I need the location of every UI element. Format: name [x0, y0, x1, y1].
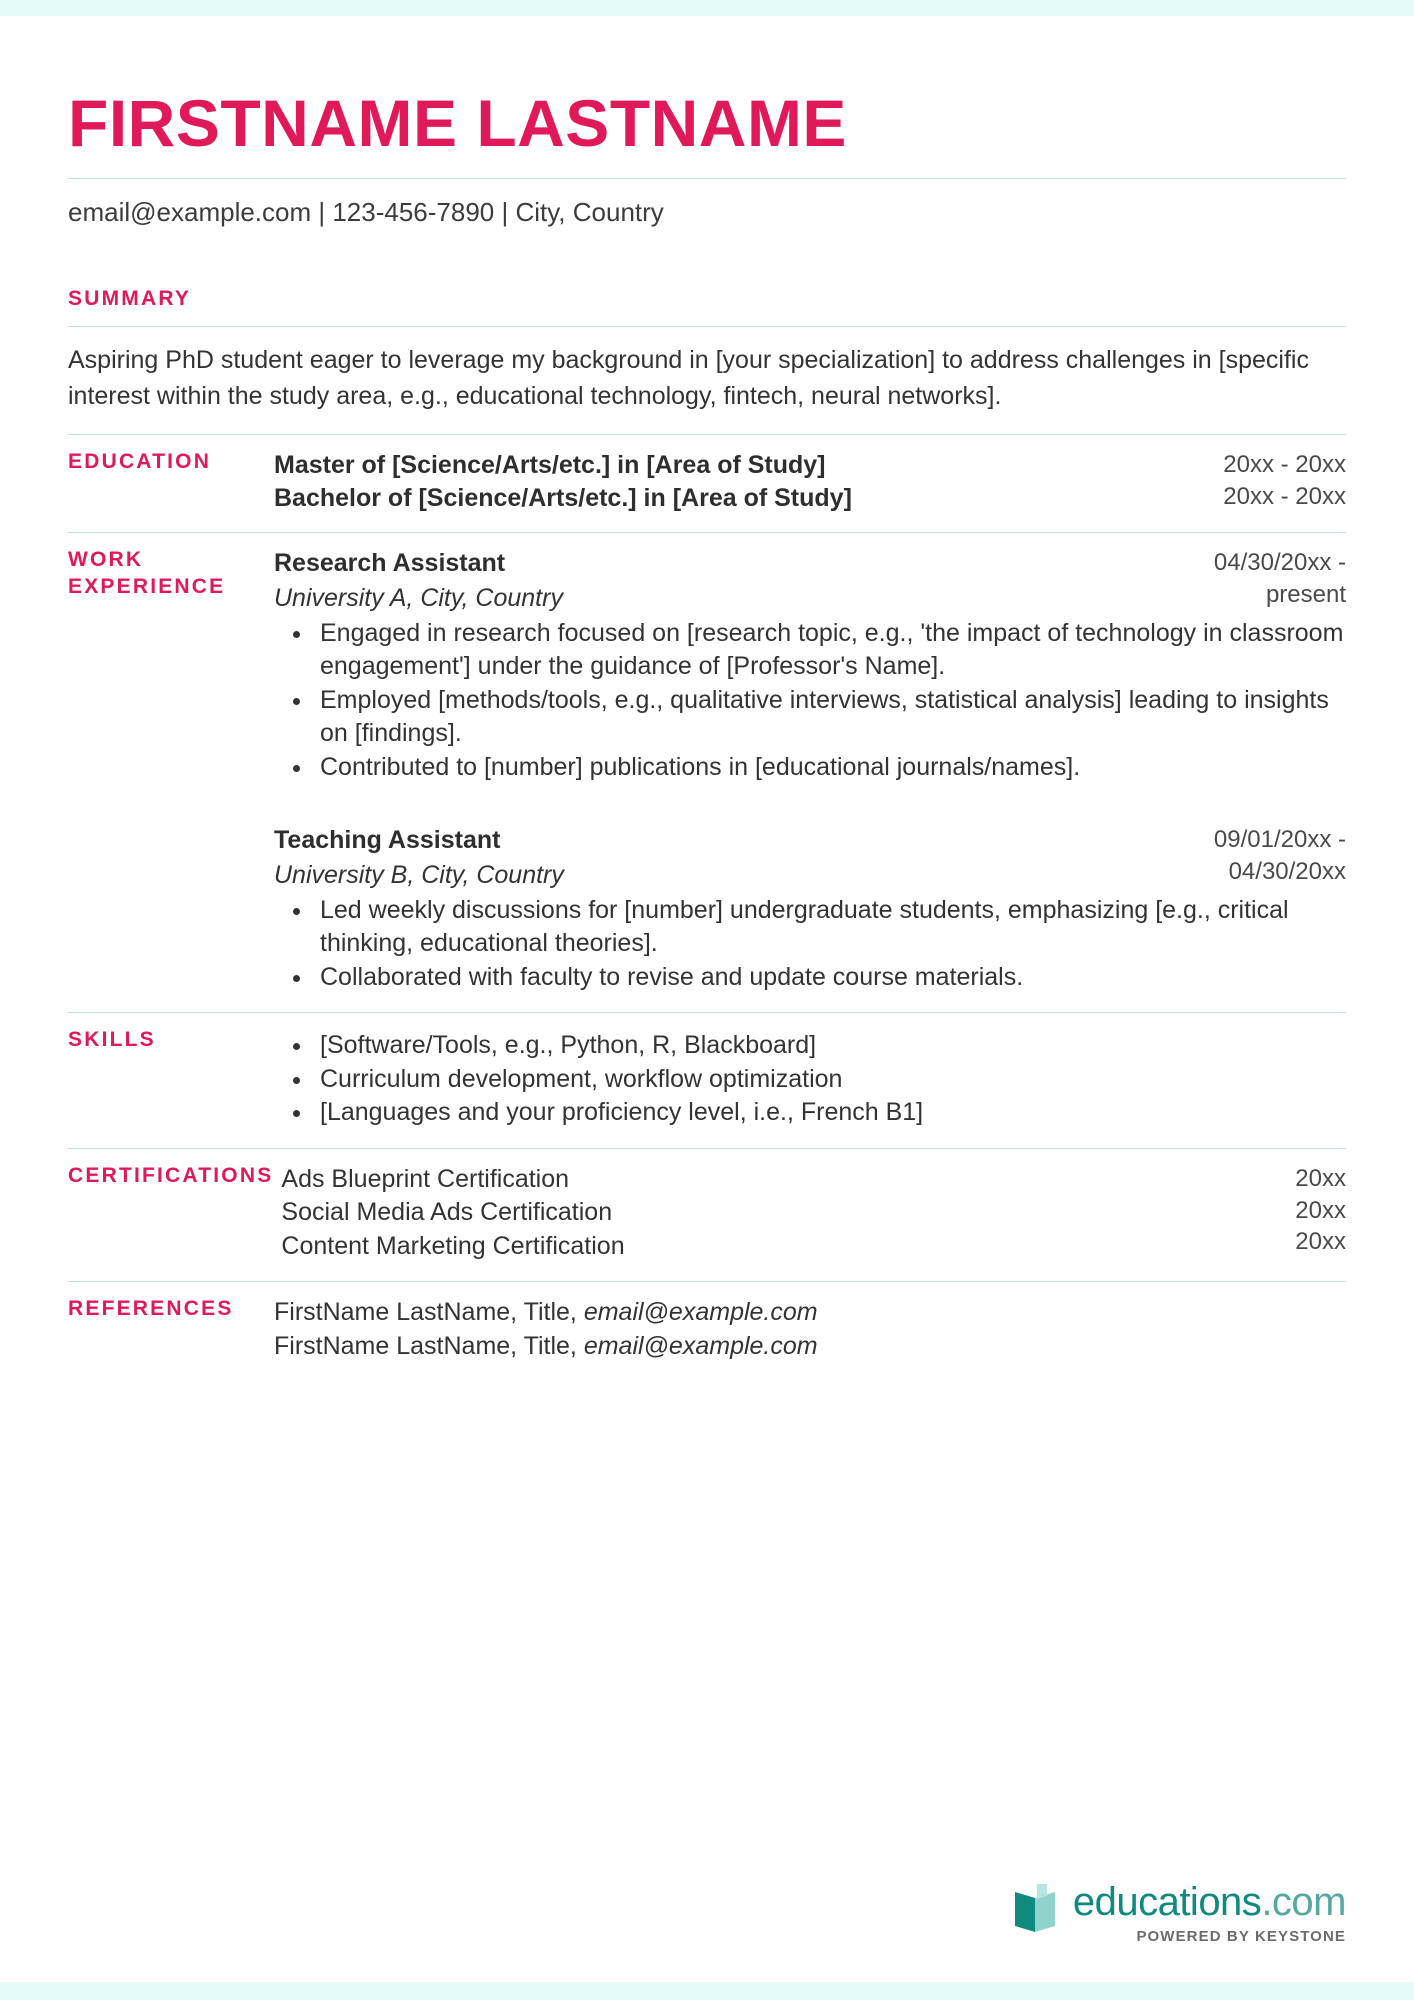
list-item: • [Software/Tools, e.g., Python, R, Blackboard] — [314, 1029, 1156, 1063]
work-experience-jobs — [274, 547, 1346, 994]
top-accent-band — [0, 0, 1414, 16]
reference-name: FirstName LastName, Title, — [274, 1298, 584, 1327]
certifications-names — [281, 1163, 1174, 1264]
skills-label-cell — [68, 1027, 274, 1053]
book-icon — [1013, 1882, 1059, 1934]
education-date: 20xx - 20xx — [1223, 483, 1346, 511]
brand-footer — [1013, 1882, 1346, 1944]
brand-name — [1073, 1882, 1346, 1922]
certifications-label-cell — [68, 1163, 281, 1189]
list-item: • Curriculum development, workflow optimization — [314, 1063, 1156, 1097]
references-heading: REFERENCES — [68, 1297, 234, 1321]
job-bullet-list — [274, 894, 1346, 995]
reference-name: FirstName LastName, Title, — [274, 1331, 584, 1360]
summary-section — [68, 286, 1346, 434]
brand-tagline: POWERED BY KEYSTONE — [1136, 1928, 1346, 1945]
brand-primary: educations — [1072, 1880, 1262, 1924]
certifications-years — [1174, 1163, 1346, 1258]
certifications-heading: CERTIFICATIONS — [68, 1163, 274, 1187]
list-item: • Employed [methods/tools, e.g., qualitative interviews, statistical analysis] leading to insights on [findings]. — [314, 684, 1346, 751]
job-organization: University A, City, Country — [274, 583, 563, 612]
skills-section — [68, 1013, 1346, 1148]
job-dates: 04/30/20xx - present — [1213, 549, 1346, 609]
education-label-cell — [68, 449, 274, 475]
education-entries — [274, 449, 1174, 514]
skills-items — [274, 1027, 1174, 1130]
work-experience-section — [68, 533, 1346, 1012]
reference-email: email@example.com — [583, 1331, 818, 1360]
skills-bullet-list — [274, 1029, 1156, 1130]
job-bullet-list — [274, 617, 1346, 785]
skills-heading: SKILLS — [68, 1028, 156, 1052]
certification-year: 20xx — [1295, 1228, 1346, 1256]
education-section — [68, 435, 1346, 532]
brand-text — [1073, 1882, 1346, 1944]
list-item: • Led weekly discussions for [number] undergraduate students, emphasizing [e.g., critical thinking, educational theories]. — [314, 894, 1346, 961]
summary-divider — [68, 326, 1346, 327]
job-title: Teaching Assistant — [274, 826, 501, 855]
certification-year: 20xx — [1295, 1196, 1346, 1224]
reference-email: email@example.com — [583, 1298, 818, 1327]
education-dates — [1174, 449, 1346, 512]
list-item: • Collaborated with faculty to revise and update course materials. — [314, 961, 1346, 995]
certification-year: 20xx — [1295, 1164, 1346, 1192]
job-entry — [274, 547, 1346, 784]
header-divider — [68, 178, 1346, 179]
certification-name: Social Media Ads Certification — [281, 1198, 613, 1227]
job-entry — [274, 824, 1346, 994]
contact-line: email@example.com | 123-456-7890 | City, Country — [68, 197, 664, 227]
brand-secondary: .com — [1261, 1880, 1346, 1924]
page-title: FIRSTNAME LASTNAME — [68, 86, 847, 160]
education-degree: Bachelor of [Science/Arts/etc.] in [Area of Study] — [274, 483, 852, 512]
work-experience-label-cell — [68, 547, 274, 600]
list-item: • Engaged in research focused on [research topic, e.g., 'the impact of technology in classroom engagement'] under the guidance of [Professor's Name]. — [314, 617, 1346, 684]
certifications-section — [68, 1149, 1346, 1282]
work-experience-heading-line1: WORK — [68, 548, 144, 572]
reference-entry — [274, 1330, 1156, 1364]
summary-text: Aspiring PhD student eager to leverage my background in [your specialization] to address challenges in [specific interest within the study area, e.g., educational technology, fintech, neural networks]. — [68, 346, 1309, 410]
summary-heading: SUMMARY — [68, 287, 192, 311]
list-item: • [Languages and your proficiency level, i.e., French B1] — [314, 1096, 1156, 1130]
certification-name: Ads Blueprint Certification — [281, 1164, 570, 1193]
job-title: Research Assistant — [274, 549, 506, 578]
references-entries — [274, 1296, 1174, 1363]
work-experience-heading-line2: EXPERIENCE — [68, 574, 226, 598]
certification-name: Content Marketing Certification — [281, 1231, 625, 1260]
education-heading: EDUCATION — [68, 450, 212, 474]
resume-content — [0, 16, 1414, 1982]
list-item: • Contributed to [number] publications in [educational journals/names]. — [314, 751, 1346, 785]
job-organization: University B, City, Country — [274, 860, 564, 889]
references-section — [68, 1282, 1346, 1381]
education-date: 20xx - 20xx — [1223, 451, 1346, 479]
reference-entry — [274, 1296, 1156, 1330]
references-label-cell — [68, 1296, 274, 1322]
education-degree: Master of [Science/Arts/etc.] in [Area of Study] — [274, 451, 826, 480]
job-dates: 09/01/20xx - 04/30/20xx — [1213, 826, 1346, 886]
bottom-accent-band — [0, 1982, 1414, 2000]
